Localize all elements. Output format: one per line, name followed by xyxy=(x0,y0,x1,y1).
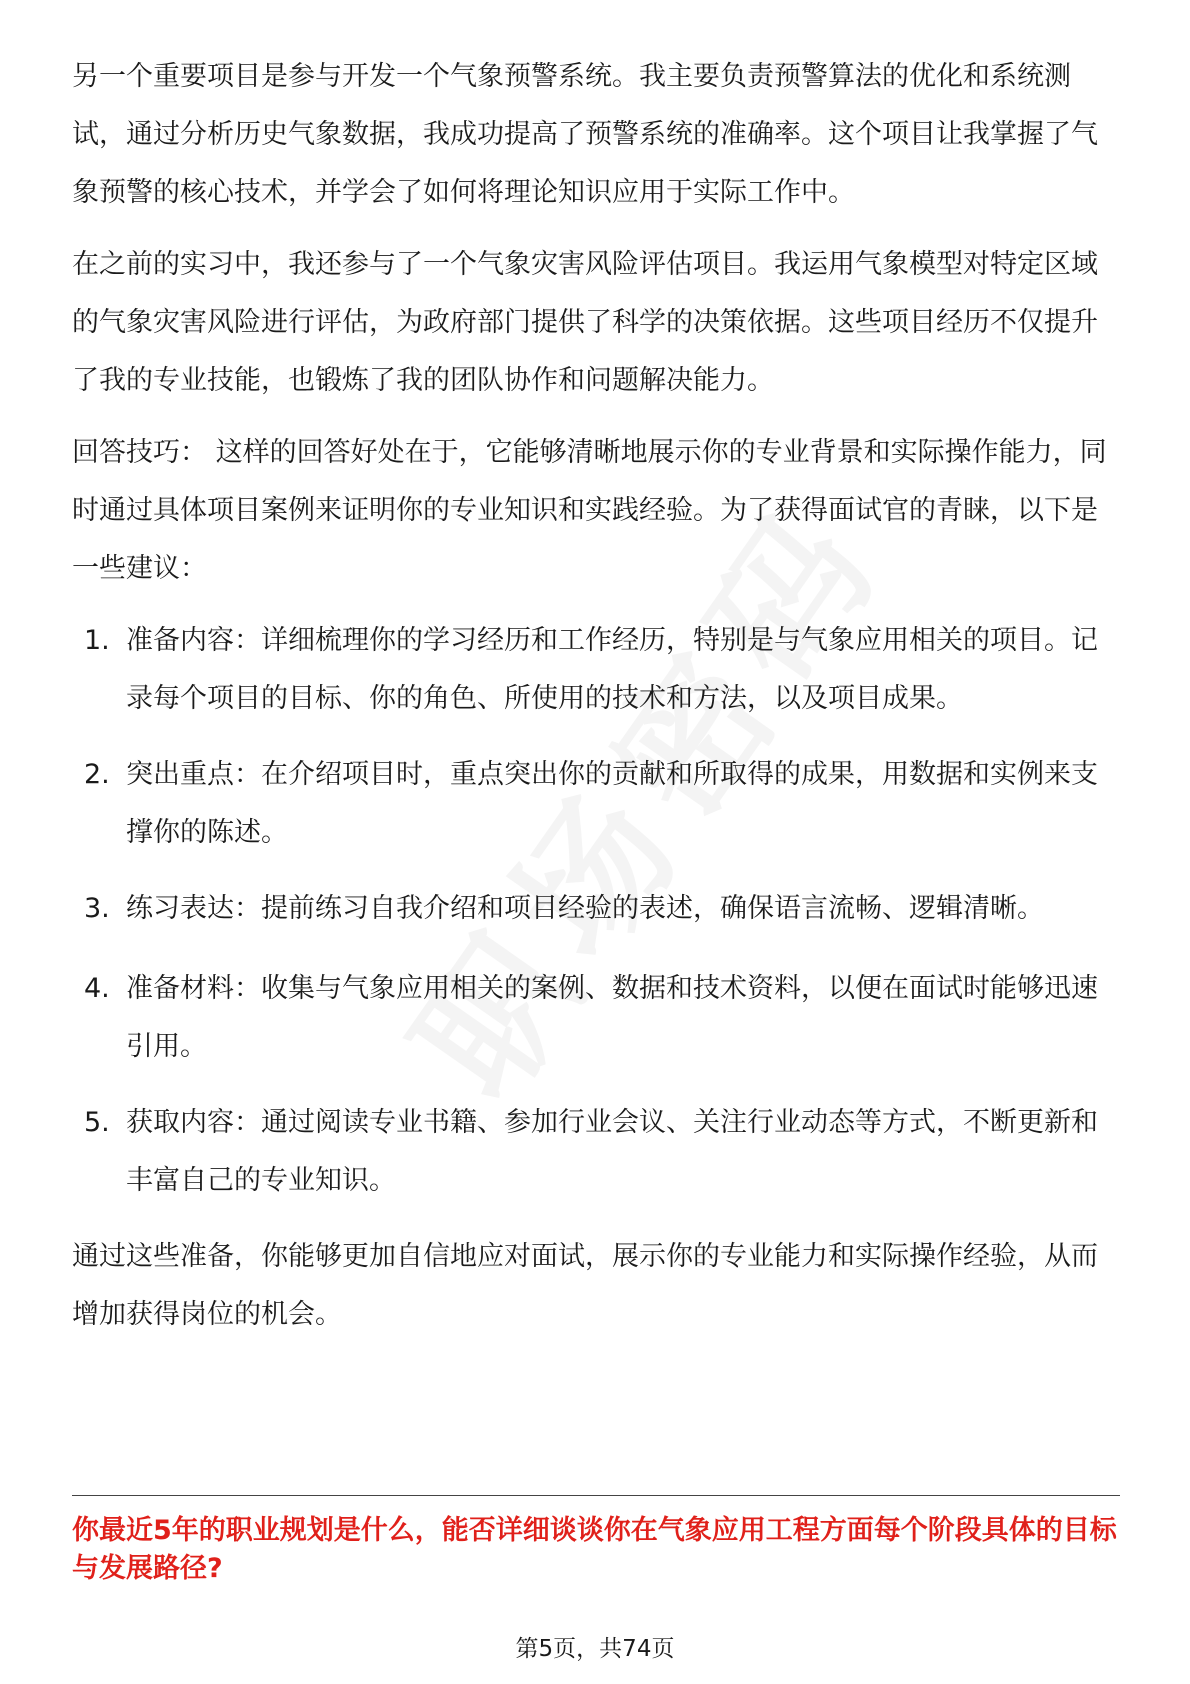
interview-question-heading: 你最近5年的职业规划是什么，能否详细谈谈你在气象应用工程方面每个阶段具体的目标与发展路径? xyxy=(72,1515,1117,1584)
page-number-footer: 第5页，共74页 xyxy=(515,1636,675,1662)
list-number: 3. xyxy=(84,893,110,924)
list-item xyxy=(84,880,1120,938)
list-item xyxy=(84,612,1120,728)
list-item xyxy=(84,1094,1120,1210)
paragraph-project-warning-system: 另一个重要项目是参与开发一个气象预警系统。我主要负责预警算法的优化和系统测试，通过分析历史气象数据，我成功提高了预警系统的准确率。这个项目让我掌握了气象预警的核心技术，并学会了如何将理论知识应用于实际工作中。 xyxy=(72,61,1098,208)
list-text: 获取内容：通过阅读专业书籍、参加行业会议、关注行业动态等方式，不断更新和丰富自己的专业知识。 xyxy=(126,1107,1098,1196)
list-item xyxy=(84,746,1120,862)
list-item xyxy=(84,960,1120,1076)
paragraph-internship-risk-assessment: 在之前的实习中，我还参与了一个气象灾害风险评估项目。我运用气象模型对特定区域的气象灾害风险进行评估，为政府部门提供了科学的决策依据。这些项目经历不仅提升了我的专业技能，也锻炼了我的团队协作和问题解决能力。 xyxy=(72,249,1098,396)
list-number: 2. xyxy=(84,759,110,790)
list-number: 4. xyxy=(84,973,110,1004)
list-text: 准备内容：详细梳理你的学习经历和工作经历，特别是与气象应用相关的项目。记录每个项目的目标、你的角色、所使用的技术和方法，以及项目成果。 xyxy=(126,625,1098,714)
list-text: 练习表达：提前练习自我介绍和项目经验的表述，确保语言流畅、逻辑清晰。 xyxy=(126,893,1044,924)
paragraph-conclusion: 通过这些准备，你能够更加自信地应对面试，展示你的专业能力和实际操作经验，从而增加获得岗位的机会。 xyxy=(72,1241,1098,1330)
list-number: 1. xyxy=(84,625,110,656)
list-text: 突出重点：在介绍项目时，重点突出你的贡献和所取得的成果，用数据和实例来支撑你的陈述。 xyxy=(126,759,1098,848)
list-text: 准备材料：收集与气象应用相关的案例、数据和技术资料，以便在面试时能够迅速引用。 xyxy=(126,973,1098,1062)
list-number: 5. xyxy=(84,1107,110,1138)
paragraph-answer-tips: 回答技巧： 这样的回答好处在于，它能够清晰地展示你的专业背景和实际操作能力，同时通过具体项目案例来证明你的专业知识和实践经验。为了获得面试官的青睐，以下是一些建议： xyxy=(72,437,1107,584)
section-divider xyxy=(72,1495,1120,1496)
